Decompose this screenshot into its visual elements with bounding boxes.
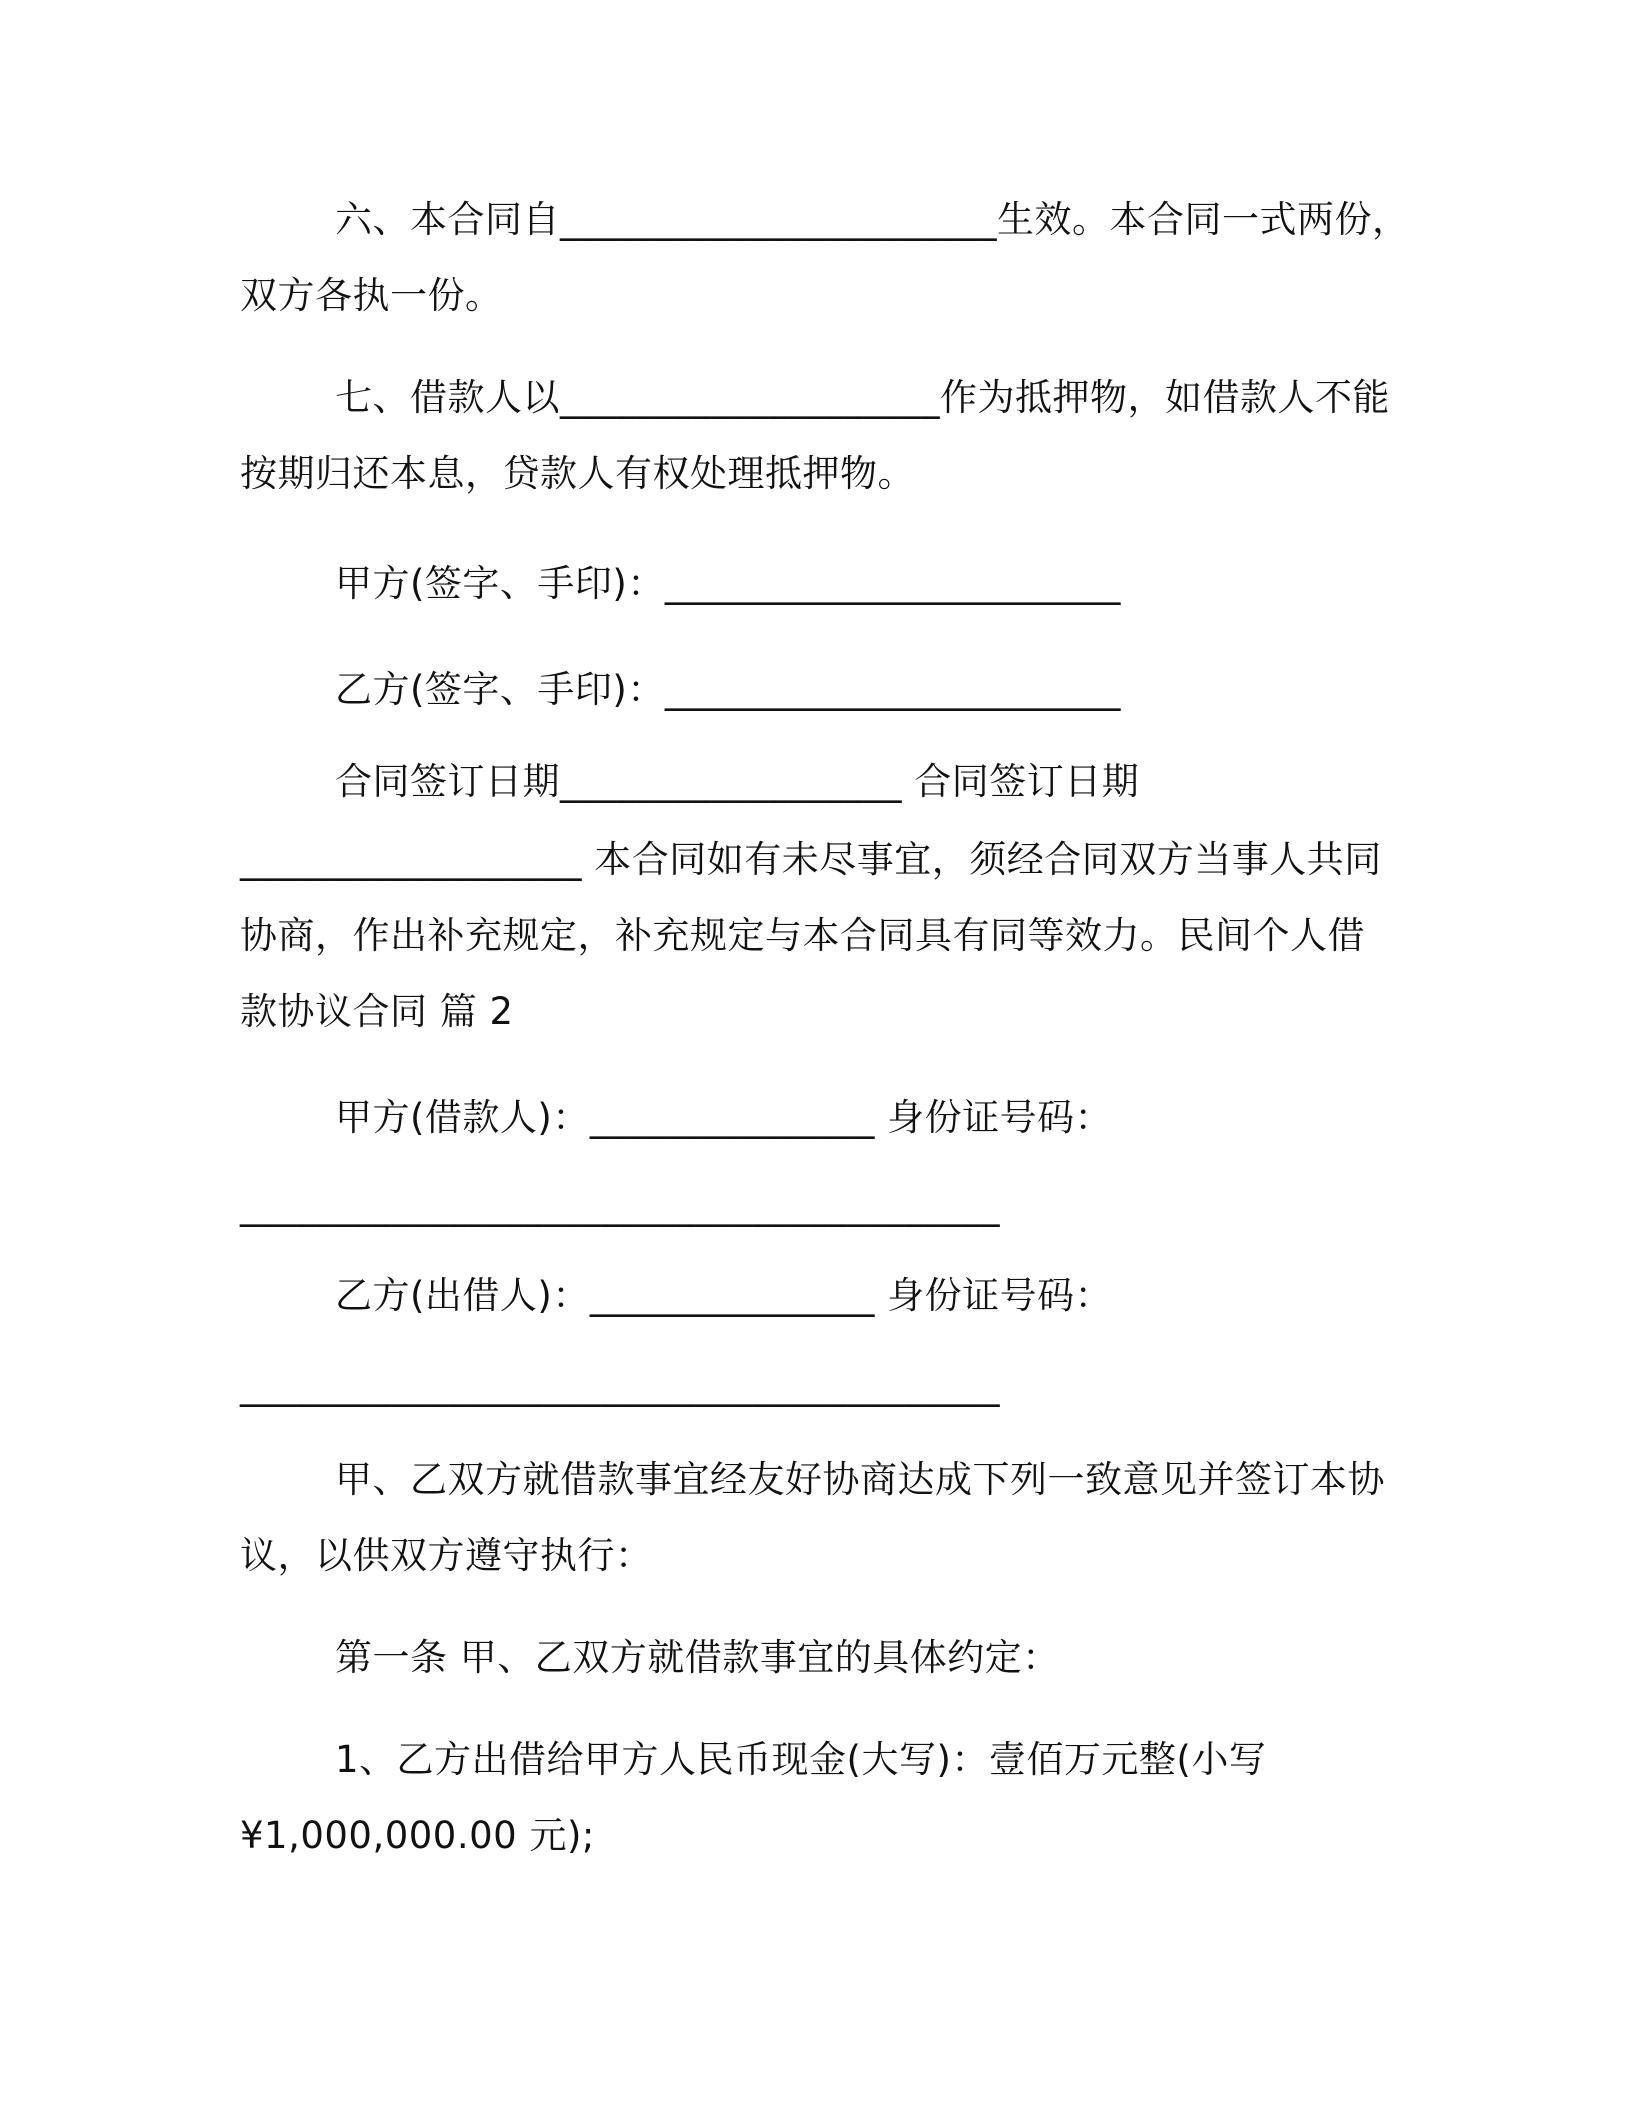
section-2-title: 款协议合同 篇 2 bbox=[240, 990, 514, 1033]
party-a-signature-line: 甲方(签字、手印)：________________________ bbox=[335, 562, 1121, 605]
borrower-id-blank: ________________________________________ bbox=[240, 1184, 1000, 1227]
agreement-intro-line-1: 甲、乙双方就借款事宜经友好协商达成下列一致意见并签订本协 bbox=[335, 1458, 1385, 1501]
clause-7-line-1: 七、借款人以____________________作为抵押物，如借款人不能 bbox=[335, 376, 1390, 419]
signing-date-line-2: __________________ 本合同如有未尽事宜，须经合同双方当事人共同 bbox=[240, 838, 1382, 881]
lender-line: 乙方(出借人)：_______________ 身份证号码： bbox=[335, 1274, 1113, 1317]
lender-id-blank: ________________________________________ bbox=[240, 1364, 1000, 1407]
supplement-clause-line: 协商，作出补充规定，补充规定与本合同具有同等效力。民间个人借 bbox=[240, 914, 1365, 957]
clause-6-line-1: 六、本合同自_______________________生效。本合同一式两份， bbox=[335, 198, 1410, 241]
party-b-signature-line: 乙方(签字、手印)：________________________ bbox=[335, 668, 1121, 711]
borrower-line: 甲方(借款人)：_______________ 身份证号码： bbox=[335, 1096, 1113, 1139]
agreement-intro-line-2: 议，以供双方遵守执行： bbox=[240, 1534, 653, 1577]
article-1-heading: 第一条 甲、乙双方就借款事宜的具体约定： bbox=[335, 1636, 1060, 1679]
item-1-line-2: ¥1,000,000.00 元); bbox=[240, 1814, 595, 1857]
clause-6-line-2: 双方各执一份。 bbox=[240, 274, 503, 317]
item-1-line-1: 1、乙方出借给甲方人民币现金(大写)：壹佰万元整(小写 bbox=[335, 1738, 1267, 1781]
clause-7-line-2: 按期归还本息，贷款人有权处理抵押物。 bbox=[240, 452, 915, 495]
signing-date-line-1: 合同签订日期__________________ 合同签订日期 bbox=[335, 760, 1140, 803]
